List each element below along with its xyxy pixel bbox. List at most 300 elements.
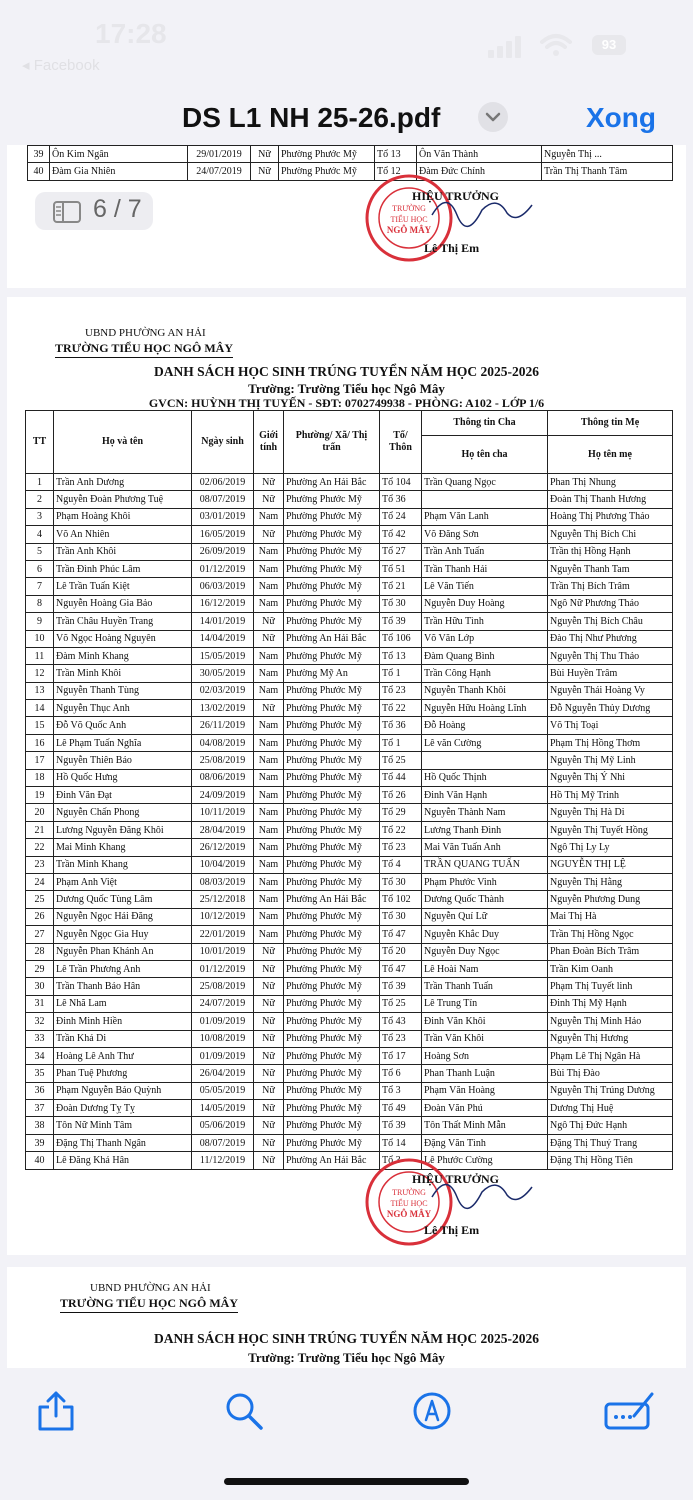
cell-dob: 24/09/2019 [192, 787, 254, 804]
cell-group: Tổ 23 [380, 839, 422, 856]
cell-name: Trần Thanh Bảo Hân [54, 978, 192, 995]
table-row [26, 1013, 673, 1030]
cell-sex: Nam [254, 873, 284, 890]
table-row [26, 526, 673, 543]
cell-tt: 25 [26, 891, 54, 908]
cell-tt: 9 [26, 613, 54, 630]
cell-father: Nguyễn Duy Hoàng [422, 595, 548, 612]
cell-name: Nguyễn Thục Anh [54, 700, 192, 717]
cell-name: Đỗ Võ Quốc Anh [54, 717, 192, 734]
cell-group: Tổ 13 [380, 647, 422, 664]
pdf-document-view[interactable] [0, 148, 693, 1368]
table-row [26, 769, 673, 786]
student-roster-body [26, 474, 673, 1170]
cell-group: Tổ 25 [380, 752, 422, 769]
cell-group: Tổ 25 [380, 995, 422, 1012]
cell-dob: 11/12/2019 [192, 1152, 254, 1169]
table-row [26, 1134, 673, 1151]
cell-group: Tổ 104 [380, 474, 422, 491]
cell-group: Tổ 44 [380, 769, 422, 786]
cell-dob: 14/04/2019 [192, 630, 254, 647]
cell-father: Nguyễn Hữu Hoàng Lĩnh [422, 700, 548, 717]
cell-father: Nguyễn Khắc Duy [422, 926, 548, 943]
cell-mother: Phạm Thị Tuyết linh [548, 978, 673, 995]
cell-tt: 40 [26, 1152, 54, 1169]
cell-sex: Nữ [254, 630, 284, 647]
cell-father [422, 752, 548, 769]
table-row [26, 474, 673, 491]
cell-dob: 06/03/2019 [192, 578, 254, 595]
cell-mother: Nguyễn Phương Dung [548, 891, 673, 908]
cell-mother: Phan Thị Nhung [548, 474, 673, 491]
cell-mother: Bùi Huyền Trâm [548, 665, 673, 682]
cell-name: Võ An Nhiên [54, 526, 192, 543]
cell-name: Trần Anh Dương [54, 474, 192, 491]
cell-name: Đoàn Dương Tỵ Tỵ [54, 1100, 192, 1117]
cell-dob: 10/04/2019 [192, 856, 254, 873]
cell-name: Võ Ngọc Hoàng Nguyên [54, 630, 192, 647]
cell-sex: Nam [254, 717, 284, 734]
cell-ward: Phường Phước Mỹ [284, 613, 380, 630]
cell-tt: 21 [26, 821, 54, 838]
cell-ward: Phường An Hải Bắc [284, 630, 380, 647]
pdf-page-current [7, 297, 686, 1255]
cell-ward: Phường Phước Mỹ [284, 1134, 380, 1151]
cell-ward: Phường Phước Mỹ [284, 578, 380, 595]
cell-mother: Nguyễn Thị Mỹ Linh [548, 752, 673, 769]
table-row [26, 491, 673, 508]
cell-tt: 1 [26, 474, 54, 491]
student-roster-table [25, 410, 673, 1170]
cell-father: Đặng Văn Tình [422, 1134, 548, 1151]
svg-text:TIỂU HỌC: TIỂU HỌC [390, 215, 428, 224]
cell-ward: Phường Phước Mỹ [284, 1065, 380, 1082]
cell-name: Hồ Quốc Hưng [54, 769, 192, 786]
col-header-name: Họ và tên [54, 411, 192, 474]
cell-sex: Nam [254, 647, 284, 664]
cell-sex: Nữ [254, 526, 284, 543]
cell-group: Tổ 39 [380, 1117, 422, 1134]
cell-father: Dương Quốc Thành [422, 891, 548, 908]
cell-mother: Đoàn Thị Thanh Hương [548, 491, 673, 508]
school-subtitle: Trường: Trường Tiểu học Ngô Mây [248, 1350, 445, 1365]
cell-group: Tổ 26 [380, 787, 422, 804]
cell-group: Tổ 39 [380, 978, 422, 995]
cell-sex: Nam [254, 752, 284, 769]
cell-name: Trần Khả Di [54, 1030, 192, 1047]
cell-ward: Phường Phước Mỹ [284, 856, 380, 873]
cell-tt: 6 [26, 560, 54, 577]
col-header-mother-group: Thông tin Mẹ [548, 411, 673, 436]
class-info: GVCN: HUỲNH THỊ TUYẾN - SĐT: 0702749938 - PHÒNG: A102 - LỚP 1/6 [148, 396, 545, 410]
cell-ward: Phường Phước Mỹ [284, 1030, 380, 1047]
school-name: TRƯỜNG TIỂU HỌC NGÔ MÂY [60, 1296, 238, 1313]
cell-group: Tổ 4 [380, 856, 422, 873]
table-row [26, 1065, 673, 1082]
cell-sex: Nam [254, 665, 284, 682]
col-header-mother: Họ tên mẹ [548, 436, 673, 474]
principal-title: HIỆU TRƯỞNG [412, 189, 500, 203]
cell-group: Tổ 27 [380, 543, 422, 560]
cell-name: Dương Quốc Tùng Lâm [54, 891, 192, 908]
cell-group: Tổ 47 [380, 960, 422, 977]
cell-tt: 28 [26, 943, 54, 960]
cell-name: Hoàng Lê Anh Thư [54, 1047, 192, 1064]
table-row [26, 908, 673, 925]
col-header-ward: Phường/ Xã/ Thị trấn [284, 411, 380, 474]
cell-dob: 01/12/2019 [192, 560, 254, 577]
cell-name: Trần Minh Khôi [54, 665, 192, 682]
cell-sex: Nữ [254, 1065, 284, 1082]
cell-ward: Phường Phước Mỹ [284, 543, 380, 560]
cell-group: Tổ 22 [380, 700, 422, 717]
table-row [26, 508, 673, 525]
cell-dob: 02/06/2019 [192, 474, 254, 491]
table-row [26, 752, 673, 769]
cell-sex: Nam [254, 787, 284, 804]
col-header-group: Tổ/ Thôn [380, 411, 422, 474]
cell-father: Trần Thanh Tuấn [422, 978, 548, 995]
cell-ward: Phường An Hải Bắc [284, 891, 380, 908]
table-row [26, 978, 673, 995]
cell-sex: Nam [254, 891, 284, 908]
table-row [26, 682, 673, 699]
cell-father: Nguyễn Duy Ngọc [422, 943, 548, 960]
table-row [26, 995, 673, 1012]
cell-dob: 25/08/2019 [192, 978, 254, 995]
cell-sex: Nữ [254, 1134, 284, 1151]
cell-father: Trần Thanh Hải [422, 560, 548, 577]
cell-mother: Ngô Thị Đức Hạnh [548, 1117, 673, 1134]
cell-group: Tổ 43 [380, 1013, 422, 1030]
back-to-app-link[interactable]: ◂ Facebook [22, 57, 100, 74]
cell-mother: Nguyễn Thị Bích Chi [548, 526, 673, 543]
table-row [26, 804, 673, 821]
cell-mother: Nguyễn Thị Ý Nhi [548, 769, 673, 786]
cell-sex: Nam [254, 926, 284, 943]
cell-tt: 26 [26, 908, 54, 925]
cell-mother: Phạm Lê Thị Ngân Hà [548, 1047, 673, 1064]
table-row [26, 856, 673, 873]
principal-name: Lê Thị Em [424, 241, 480, 255]
cell-sex: Nam [254, 682, 284, 699]
table-row [26, 1047, 673, 1064]
cell-mother: Nguyễn Thanh Tam [548, 560, 673, 577]
cell-tt: 12 [26, 665, 54, 682]
cell-dob: 08/07/2019 [192, 491, 254, 508]
cell-dob: 01/09/2019 [192, 1013, 254, 1030]
cell-father: Đinh Văn Hạnh [422, 787, 548, 804]
cell-group: Tổ 20 [380, 943, 422, 960]
cell-sex: Nữ [254, 960, 284, 977]
cell-group: Tổ 23 [380, 1030, 422, 1047]
cell-father: Lê Hoài Nam [422, 960, 548, 977]
cell-tt: 4 [26, 526, 54, 543]
cell-tt: 38 [26, 1117, 54, 1134]
cell-mother: Nguyễn Thị Tuyết Hồng [548, 821, 673, 838]
cell-ward: Phường Phước Mỹ [284, 1013, 380, 1030]
cell-ward: Phường Phước Mỹ [284, 682, 380, 699]
cell-group: Tổ 47 [380, 926, 422, 943]
school-subtitle: Trường: Trường Tiểu học Ngô Mây [248, 381, 445, 396]
cell-dob: 24/07/2019 [192, 995, 254, 1012]
cell-ward: Phường Phước Mỹ [284, 978, 380, 995]
cell-tt: 36 [26, 1082, 54, 1099]
cell-dob: 08/06/2019 [192, 769, 254, 786]
table-row [26, 1117, 673, 1134]
cell-ward: Phường Phước Mỹ [284, 491, 380, 508]
table-row [26, 787, 673, 804]
table-row [26, 734, 673, 751]
cell-mother: Nguyễn Thị Trúng Dương [548, 1082, 673, 1099]
cell-sex: Nam [254, 560, 284, 577]
markup-icon[interactable] [412, 1390, 452, 1432]
cell-group: Tổ 22 [380, 821, 422, 838]
cell-ward: Phường Phước Mỹ [284, 595, 380, 612]
table-row [26, 1082, 673, 1099]
cell-dob: 14/01/2019 [192, 613, 254, 630]
cell-dob: 16/05/2019 [192, 526, 254, 543]
done-button[interactable]: Xong [586, 102, 656, 133]
cell-name: Lê Trần Tuấn Kiệt [54, 578, 192, 595]
cell-sex: Nam [254, 821, 284, 838]
cell-sex: Nam [254, 804, 284, 821]
table-row: 39 Ôn Kim Ngân 29/01/2019 Nữ Phường Phước Mỹ Tổ 13 Ôn Văn Thành Nguyễn Thị ... [28, 146, 673, 163]
svg-text:TRƯỜNG: TRƯỜNG [392, 204, 426, 213]
cell-mother: Nguyễn Thị Hà Di [548, 804, 673, 821]
cell-mother: Phan Đoàn Bích Trâm [548, 943, 673, 960]
cell-tt: 31 [26, 995, 54, 1012]
cell-father: Nguyễn Thanh Khôi [422, 682, 548, 699]
cell-tt: 24 [26, 873, 54, 890]
cell-group: Tổ 3 [380, 1082, 422, 1099]
cell-ward: Phường Phước Mỹ [284, 839, 380, 856]
cell-mother: Đặng Thị Thuý Trang [548, 1134, 673, 1151]
wifi-icon [540, 33, 572, 57]
cell-dob: 25/12/2018 [192, 891, 254, 908]
cell-tt: 10 [26, 630, 54, 647]
table-row [26, 839, 673, 856]
cell-sex: Nữ [254, 1030, 284, 1047]
previous-page-table [27, 145, 673, 181]
cell-name: Phạm Anh Việt [54, 873, 192, 890]
principal-name: Lê Thị Em [424, 1223, 480, 1237]
page-thumbnails-icon [53, 201, 81, 223]
cell-dob: 10/08/2019 [192, 1030, 254, 1047]
cell-ward: Phường Phước Mỹ [284, 1082, 380, 1099]
cell-dob: 08/07/2019 [192, 1134, 254, 1151]
cell-group: Tổ 39 [380, 613, 422, 630]
cell-name: Phạm Nguyễn Bảo Quỳnh [54, 1082, 192, 1099]
table-row [26, 613, 673, 630]
cell-dob: 05/05/2019 [192, 1082, 254, 1099]
svg-text:TIỂU HỌC: TIỂU HỌC [390, 1199, 428, 1208]
cell-ward: Phường An Hải Bắc [284, 474, 380, 491]
table-row [26, 560, 673, 577]
cell-father: Lương Thanh Đình [422, 821, 548, 838]
cell-dob: 28/04/2019 [192, 821, 254, 838]
cell-dob: 10/12/2019 [192, 908, 254, 925]
cell-sex: Nam [254, 595, 284, 612]
cell-father: TRẦN QUANG TUẤN [422, 856, 548, 873]
table-row [26, 960, 673, 977]
cell-tt: 14 [26, 700, 54, 717]
cell-tt: 35 [26, 1065, 54, 1082]
cell-tt: 27 [26, 926, 54, 943]
col-header-tt: TT [26, 411, 54, 474]
cell-father: Nguyễn Thành Nam [422, 804, 548, 821]
cell-group: Tổ 17 [380, 1047, 422, 1064]
cell-dob: 02/03/2019 [192, 682, 254, 699]
cell-ward: Phường Phước Mỹ [284, 804, 380, 821]
cell-ward: Phường Phước Mỹ [284, 1047, 380, 1064]
cell-father: Hồ Quốc Thịnh [422, 769, 548, 786]
cell-tt: 5 [26, 543, 54, 560]
table-row [26, 1100, 673, 1117]
cell-group: Tổ 24 [380, 508, 422, 525]
col-header-sex: Giới tính [254, 411, 284, 474]
cell-ward: Phường Phước Mỹ [284, 960, 380, 977]
title-menu-button[interactable] [478, 102, 508, 132]
table-row [26, 873, 673, 890]
cell-sex: Nam [254, 856, 284, 873]
cell-ward: Phường Phước Mỹ [284, 995, 380, 1012]
svg-text:NGÔ MÂY: NGÔ MÂY [386, 225, 432, 235]
cell-mother: Hoàng Thị Phương Thảo [548, 508, 673, 525]
table-row [26, 1030, 673, 1047]
cell-group: Tổ 49 [380, 1100, 422, 1117]
col-header-dob: Ngày sinh [192, 411, 254, 474]
cell-ward: Phường Phước Mỹ [284, 508, 380, 525]
cell-ward: Phường Phước Mỹ [284, 1117, 380, 1134]
cell-sex: Nam [254, 769, 284, 786]
cell-mother: Nguyễn Thị Hằng [548, 873, 673, 890]
cell-group: Tổ 30 [380, 908, 422, 925]
cell-name: Nguyễn Thiên Bảo [54, 752, 192, 769]
cell-mother: Nguyễn Thị Hương [548, 1030, 673, 1047]
cell-name: Lê Đăng Khả Hân [54, 1152, 192, 1169]
cell-mother: Đinh Thị Mỹ Hạnh [548, 995, 673, 1012]
cell-sex: Nữ [254, 1100, 284, 1117]
cell-group: Tổ 51 [380, 560, 422, 577]
cell-tt: 16 [26, 734, 54, 751]
cell-mother: Trần Thị Hồng Ngọc [548, 926, 673, 943]
cell-dob: 30/05/2019 [192, 665, 254, 682]
chevron-down-icon [478, 102, 508, 132]
cell-dob: 26/11/2019 [192, 717, 254, 734]
cell-dob: 04/08/2019 [192, 734, 254, 751]
cell-dob: 16/12/2019 [192, 595, 254, 612]
cell-name: Phạm Hoàng Khôi [54, 508, 192, 525]
cell-father: Võ Đăng Sơn [422, 526, 548, 543]
cell-tt: 3 [26, 508, 54, 525]
svg-text:NGÔ MÂY: NGÔ MÂY [386, 1209, 432, 1219]
cell-sex: Nữ [254, 491, 284, 508]
cell-name: Đinh Minh Hiền [54, 1013, 192, 1030]
cell-tt: 15 [26, 717, 54, 734]
document-title[interactable]: DS L1 NH 25-26.pdf [182, 102, 441, 133]
cell-sex: Nam [254, 734, 284, 751]
cell-ward: Phường Phước Mỹ [284, 769, 380, 786]
form-fill-icon[interactable] [604, 1390, 656, 1432]
cell-name: Đặng Thị Thanh Ngân [54, 1134, 192, 1151]
cell-dob: 26/12/2019 [192, 839, 254, 856]
cell-sex: Nam [254, 578, 284, 595]
cell-tt: 39 [26, 1134, 54, 1151]
home-indicator[interactable] [224, 1478, 469, 1485]
share-icon[interactable] [36, 1390, 76, 1432]
table-row [26, 821, 673, 838]
cell-name: Nguyễn Phan Khánh An [54, 943, 192, 960]
cell-father: Lê Trung Tín [422, 995, 548, 1012]
cell-tt: 32 [26, 1013, 54, 1030]
cell-group: Tổ 30 [380, 595, 422, 612]
cell-ward: Phường Phước Mỹ [284, 787, 380, 804]
cell-name: Đinh Văn Đạt [54, 787, 192, 804]
table-row [26, 543, 673, 560]
cell-dob: 13/02/2019 [192, 700, 254, 717]
table-row [26, 943, 673, 960]
cell-sex: Nữ [254, 995, 284, 1012]
cell-name: Nguyễn Chấn Phong [54, 804, 192, 821]
cell-name: Mai Minh Khang [54, 839, 192, 856]
cell-father: Đỗ Hoàng [422, 717, 548, 734]
cell-mother: Nguyễn Thị Bích Châu [548, 613, 673, 630]
authority-name: UBND PHƯỜNG AN HẢI [85, 327, 206, 339]
cell-name: Nguyễn Thanh Tùng [54, 682, 192, 699]
cell-sex: Nữ [254, 474, 284, 491]
cell-group: Tổ 102 [380, 891, 422, 908]
cell-dob: 05/06/2019 [192, 1117, 254, 1134]
cell-sex: Nam [254, 508, 284, 525]
cell-group: Tổ 36 [380, 491, 422, 508]
cell-name: Lê Phạm Tuấn Nghĩa [54, 734, 192, 751]
page-indicator[interactable] [35, 192, 153, 230]
search-icon[interactable] [224, 1390, 264, 1432]
cell-father: Trần Anh Tuấn [422, 543, 548, 560]
cell-name: Nguyễn Đoàn Phương Tuệ [54, 491, 192, 508]
cell-tt: 8 [26, 595, 54, 612]
cell-sex: Nữ [254, 1117, 284, 1134]
cell-ward: Phường Phước Mỹ [284, 908, 380, 925]
cell-dob: 01/09/2019 [192, 1047, 254, 1064]
cell-father: Phan Thanh Luận [422, 1065, 548, 1082]
cell-mother: Nguyễn Thị Minh Hảo [548, 1013, 673, 1030]
cell-dob: 01/12/2019 [192, 960, 254, 977]
cell-father: Đoàn Văn Phú [422, 1100, 548, 1117]
cell-tt: 34 [26, 1047, 54, 1064]
cell-dob: 22/01/2019 [192, 926, 254, 943]
cell-father: Lê Văn Tiến [422, 578, 548, 595]
cell-ward: Phường Phước Mỹ [284, 647, 380, 664]
cell-name: Trần Minh Khang [54, 856, 192, 873]
status-bar [0, 0, 693, 80]
cell-father: Phạm Văn Hoàng [422, 1082, 548, 1099]
cell-group: Tổ 29 [380, 804, 422, 821]
cell-dob: 15/05/2019 [192, 647, 254, 664]
cell-mother: Trần Kim Oanh [548, 960, 673, 977]
cell-name: Nguyễn Ngọc Gia Huy [54, 926, 192, 943]
cell-tt: 29 [26, 960, 54, 977]
cell-father: Lê văn Cường [422, 734, 548, 751]
school-name: TRƯỜNG TIỂU HỌC NGÔ MÂY [55, 341, 233, 358]
cell-father: Trần Công Hạnh [422, 665, 548, 682]
principal-title: HIỆU TRƯỞNG [412, 1172, 500, 1186]
cell-ward: Phường Phước Mỹ [284, 943, 380, 960]
cell-dob: 25/08/2019 [192, 752, 254, 769]
cell-mother: Trần Thị Bích Trâm [548, 578, 673, 595]
cell-group: Tổ 6 [380, 1065, 422, 1082]
